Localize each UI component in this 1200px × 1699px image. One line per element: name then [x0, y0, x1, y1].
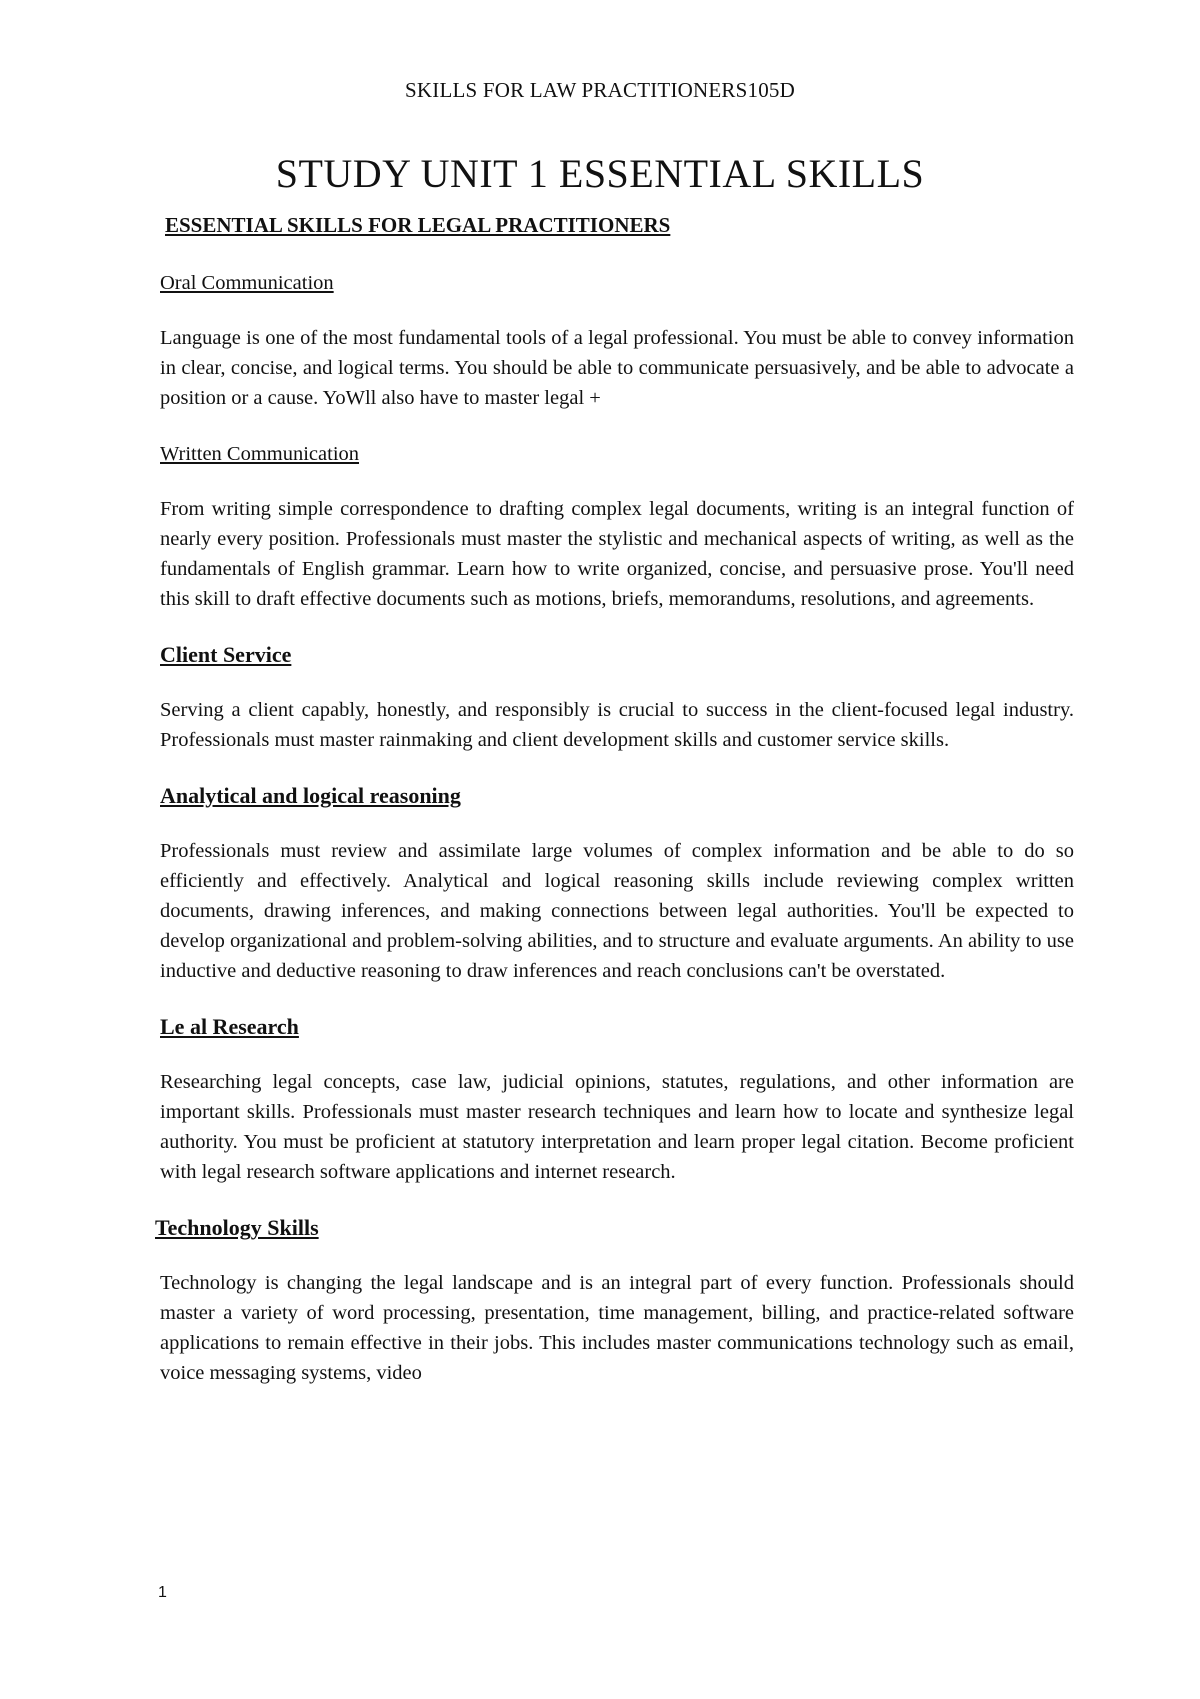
section-oral-communication	[160, 268, 1074, 413]
section-heading: Technology Skills	[155, 1215, 319, 1240]
section-heading: Le al Research	[160, 1014, 299, 1039]
section-paragraph: Researching legal concepts, case law, judicial opinions, statutes, regulations, and other information are important skills. Professionals must master research techniques and learn how to locate and synthesize legal authority. You must be proficient at statutory interpretation and learn proper legal citation. Become proficient with legal research software applications and internet research.	[160, 1071, 1074, 1183]
running-header: SKILLS FOR LAW PRACTITIONERS105D	[405, 78, 795, 102]
document-body	[155, 268, 1074, 1388]
section-paragraph: Language is one of the most fundamental tools of a legal professional. You must be able to convey information in clear, concise, and logical terms. You should be able to communicate persuasively, and be able to advocate a position or a cause. YoWll also have to master legal +	[160, 327, 1074, 409]
section-paragraph: Professionals must review and assimilate large volumes of complex information and be able to do so efficiently and effectively. Analytical and logical reasoning skills include reviewing complex written documents, drawing inferences, and making connections between legal authorities. You'll be expected to develop organizational and problem-solving abilities, and to structure and evaluate arguments. An ability to use inductive and deductive reasoning to draw inferences and reach conclusions can't be overstated.	[160, 840, 1074, 982]
section-technology-skills	[155, 1213, 1074, 1388]
section-legal-research	[160, 1012, 1074, 1187]
unit-title: STUDY UNIT 1 ESSENTIAL SKILLS	[275, 151, 925, 196]
section-analytical-reasoning	[160, 781, 1074, 986]
section-written-communication	[160, 439, 1074, 614]
section-client-service	[160, 640, 1074, 755]
section-paragraph: From writing simple correspondence to drafting complex legal documents, writing is an integral function of nearly every position. Professionals must master the stylistic and mechanical aspects of writing, as well as the fundamentals of English grammar. Learn how to write organized, concise, and persuasive prose. You'll need this skill to draft effective documents such as motions, briefs, memorandums, resolutions, and agreements.	[160, 498, 1074, 610]
section-paragraph: Technology is changing the legal landscape and is an integral part of every function. Professionals should master a variety of word processing, presentation, time management, billing, and practice-related software applications to remain effective in their jobs. This includes master communications technology such as email, voice messaging systems, video	[160, 1272, 1074, 1384]
document-subtitle: ESSENTIAL SKILLS FOR LEGAL PRACTITIONERS	[165, 213, 671, 237]
section-heading: Written Communication	[160, 443, 360, 465]
section-heading: Analytical and logical reasoning	[160, 783, 461, 808]
section-heading: Client Service	[160, 642, 292, 667]
page-number: 1	[158, 1584, 167, 1601]
section-heading: Oral Communication	[160, 272, 334, 294]
section-paragraph: Serving a client capably, honestly, and responsibly is crucial to success in the client-focused legal industry. Professionals must master rainmaking and client development skills and customer service skills.	[160, 699, 1074, 751]
